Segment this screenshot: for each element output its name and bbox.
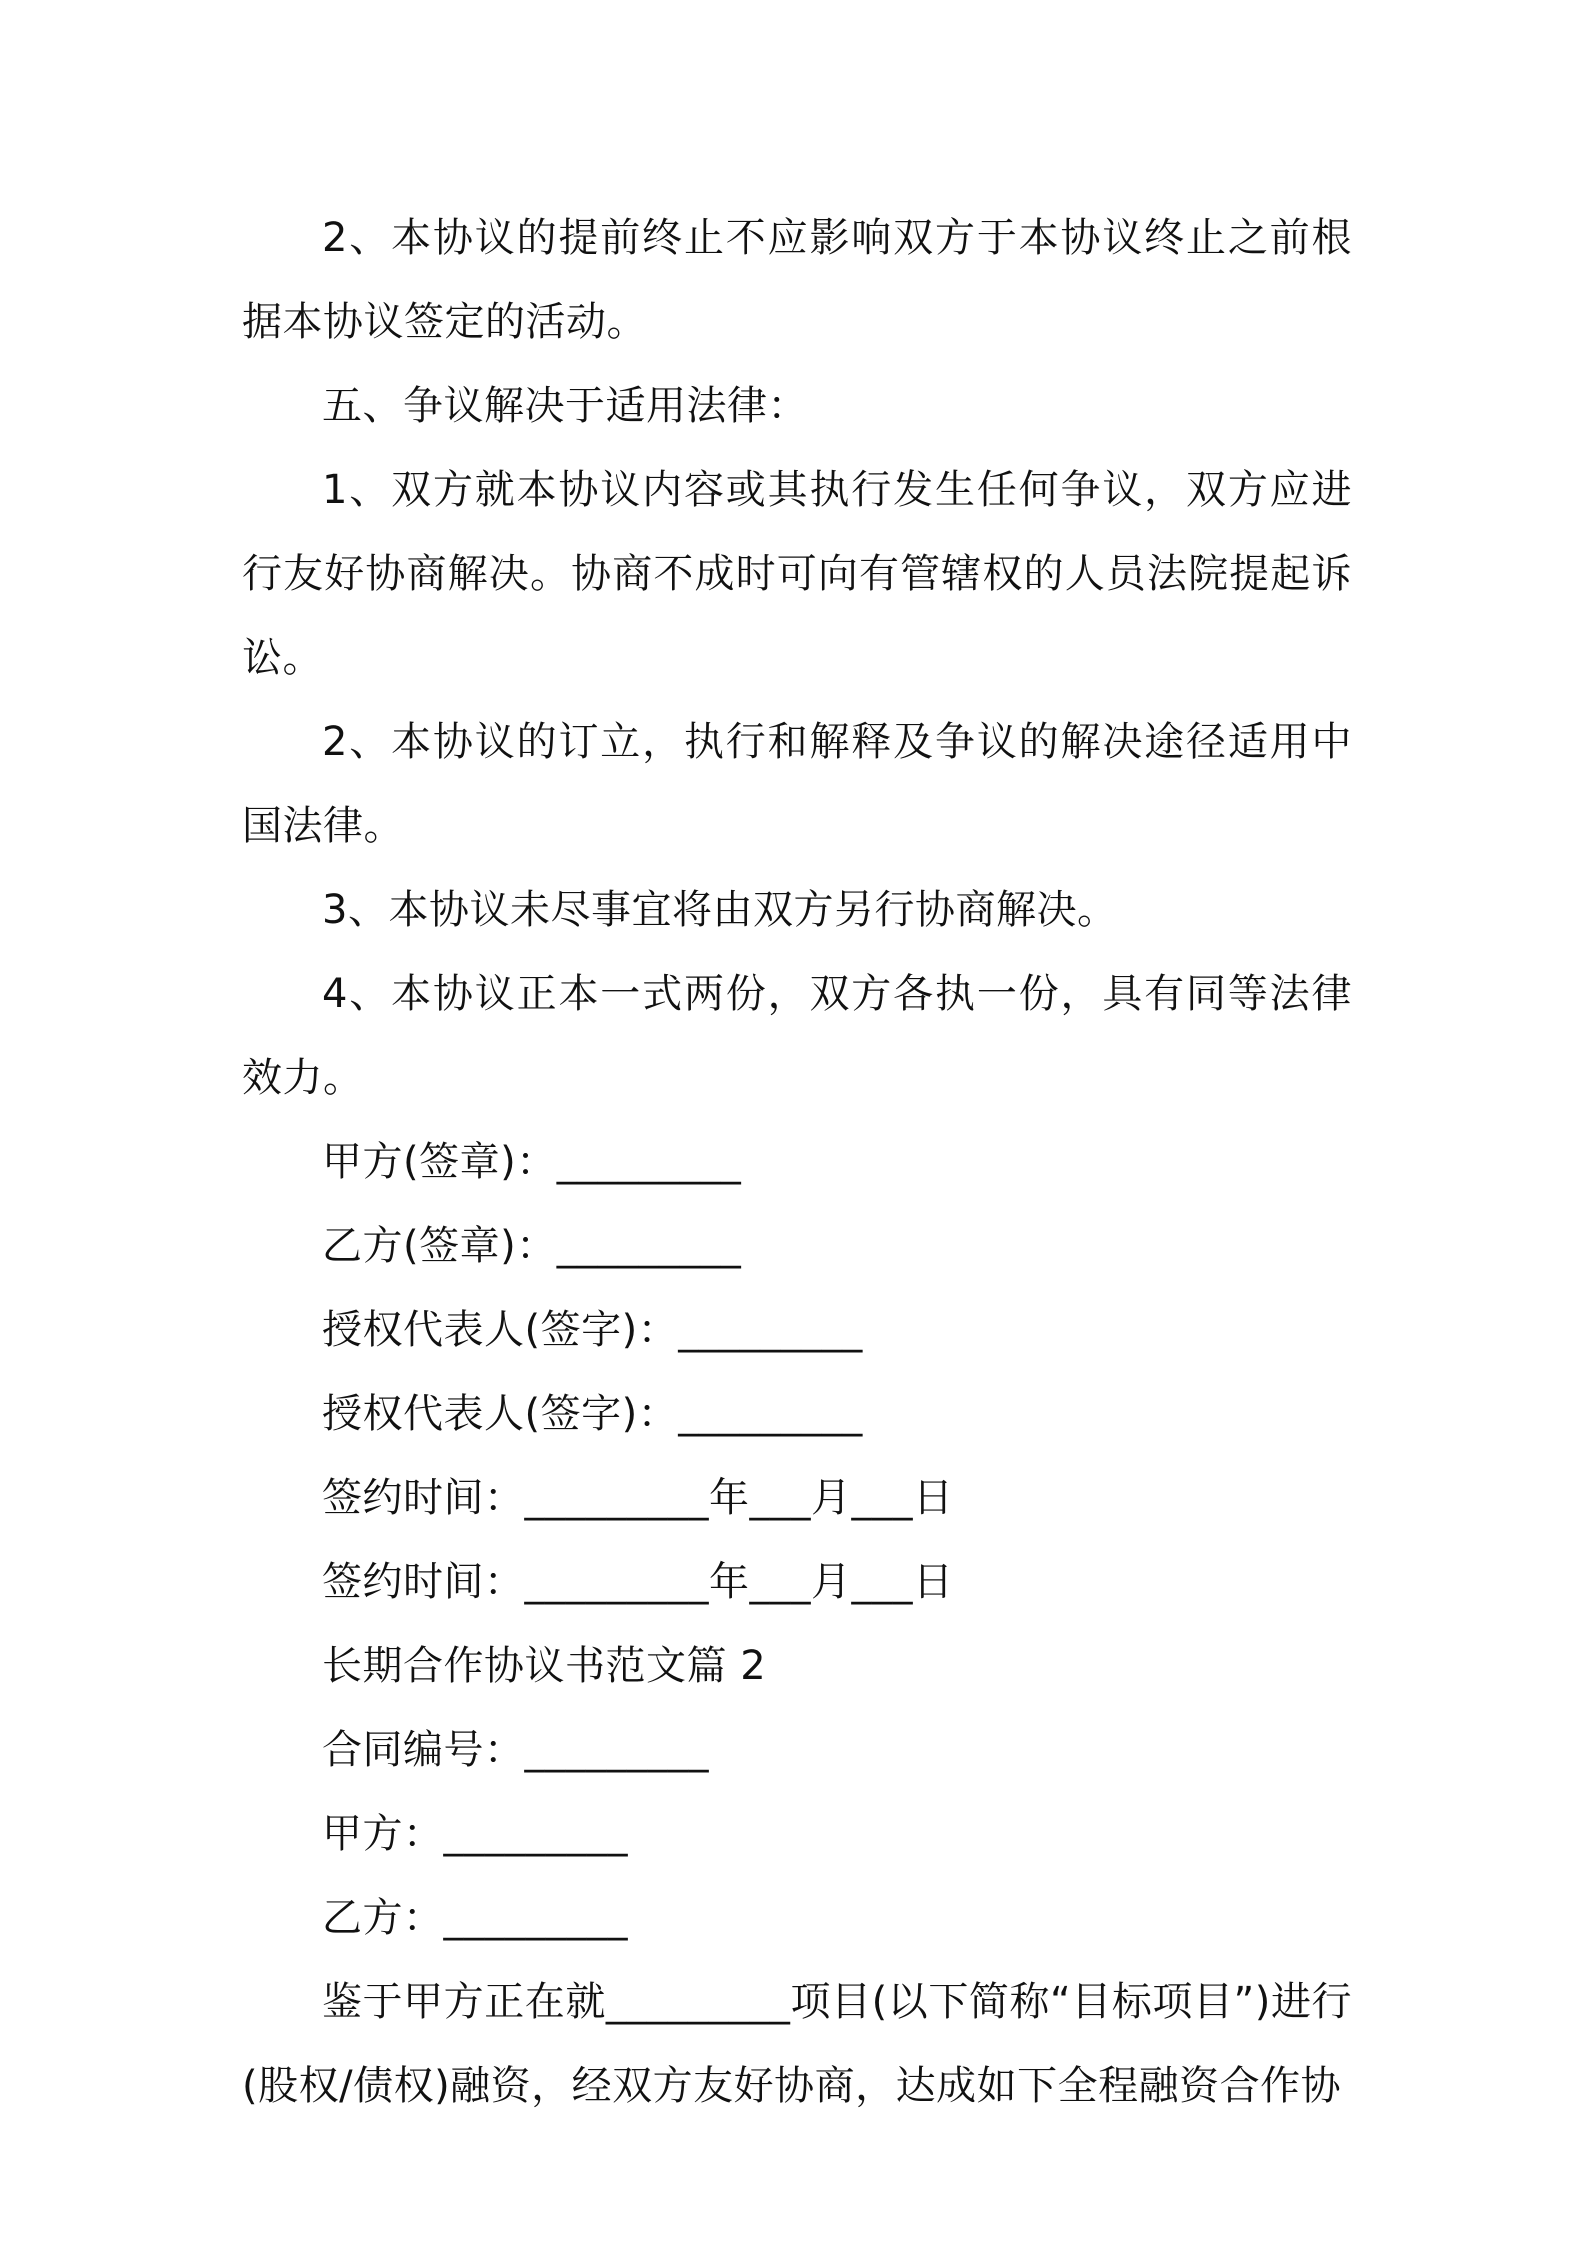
signing-date-a: 签约时间：_________年___月___日 [322, 1475, 954, 1521]
preamble-paragraph: 鉴于甲方正在就_________项目(以下简称“目标项目”)进行(股权/债权)融资，经双方友好协商，达成如下全程融资合作协 [242, 1979, 1352, 2109]
contract-number-field: 合同编号：_________ [322, 1727, 709, 1773]
signature-party-a: 甲方(签章)：_________ [322, 1139, 742, 1185]
signature-representative-a: 授权代表人(签字)：_________ [322, 1307, 863, 1353]
clause-governing-law: 2、本协议的订立，执行和解释及争议的解决途径适用中国法律。 [242, 719, 1352, 849]
clause-copies: 4、本协议正本一式两份，双方各执一份，具有同等法律效力。 [242, 971, 1352, 1101]
clause-termination-effect: 2、本协议的提前终止不应影响双方于本协议终止之前根据本协议签定的活动。 [242, 215, 1352, 345]
signing-date-b: 签约时间：_________年___月___日 [322, 1559, 954, 1605]
party-a-field: 甲方：_________ [322, 1811, 628, 1857]
signature-party-b: 乙方(签章)：_________ [322, 1223, 742, 1269]
clause-unresolved-matters: 3、本协议未尽事宜将由双方另行协商解决。 [322, 887, 1118, 933]
signature-representative-b: 授权代表人(签字)：_________ [322, 1391, 863, 1437]
document-body [242, 196, 1352, 2128]
party-b-field: 乙方：_________ [322, 1895, 628, 1941]
section-title: 长期合作协议书范文篇 2 [322, 1643, 767, 1689]
clause-dispute-negotiation: 1、双方就本协议内容或其执行发生任何争议，双方应进行友好协商解决。协商不成时可向有管辖权的人员法院提起诉讼。 [242, 467, 1352, 681]
section-heading-dispute: 五、争议解决于适用法律： [322, 383, 808, 429]
